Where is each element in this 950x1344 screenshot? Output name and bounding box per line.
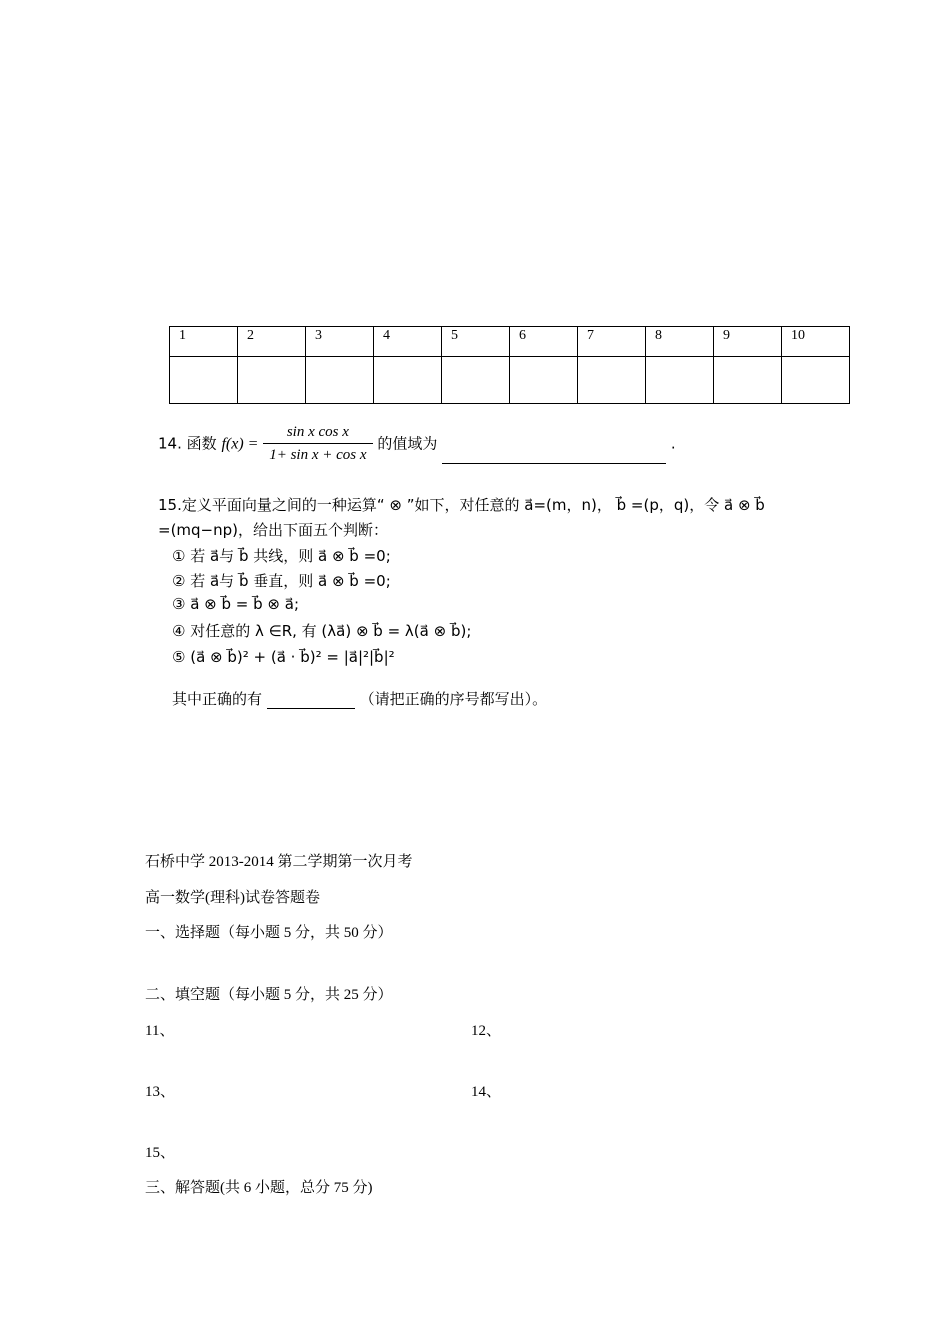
section-solution-heading: 三、解答题(共 6 小题，总分 75 分) [145, 1180, 373, 1196]
answer-table-header-row [170, 327, 850, 357]
q15-answer-blank[interactable] [267, 692, 355, 709]
answer-blank-cell[interactable] [238, 357, 306, 404]
q14-end: . [670, 434, 676, 453]
q15-answer-suffix: （请把正确的序号都写出）。 [359, 690, 548, 708]
sheet-title: 高一数学(理科)试卷答题卷 [145, 890, 320, 906]
q14-suffix: 的值域为 [377, 434, 438, 453]
answer-blank-cell[interactable] [306, 357, 374, 404]
answer-number-cell: 10 [782, 327, 850, 357]
q14-denominator: 1+ sin x + cos x [269, 447, 367, 463]
answer-table-blank-row [170, 357, 850, 404]
question-14 [158, 424, 676, 464]
q14-fraction [263, 424, 372, 464]
answer-blank-cell[interactable] [714, 357, 782, 404]
answer-number-cell: 8 [646, 327, 714, 357]
answer-number-cell: 6 [510, 327, 578, 357]
answer-number-cell: 1 [170, 327, 238, 357]
q15-item-4: ④ 对任意的 λ ∈R, 有 (λa⃗) ⊗ b⃗ = λ(a⃗ ⊗ b⃗); [172, 622, 472, 640]
answer-blank-cell[interactable] [510, 357, 578, 404]
answer-number-cell: 4 [374, 327, 442, 357]
answer-number-cell: 3 [306, 327, 374, 357]
answer-blank-cell[interactable] [578, 357, 646, 404]
q14-prefix: 函数 [186, 434, 217, 453]
answer-blank-cell[interactable] [170, 357, 238, 404]
answer-label-15: 15、 [145, 1145, 176, 1161]
answer-blank-cell[interactable] [374, 357, 442, 404]
answer-number-cell: 2 [238, 327, 306, 357]
q15-item-1: ① 若 a⃗与 b⃗ 共线，则 a⃗ ⊗ b⃗ =0; [172, 547, 391, 565]
answer-table [169, 326, 850, 404]
q14-answer-blank[interactable] [442, 445, 666, 464]
answer-label-11: 11、 [145, 1023, 175, 1039]
answer-blank-cell[interactable] [646, 357, 714, 404]
q15-answer-prefix: 其中正确的有 [172, 690, 263, 708]
q14-lhs: f(x) = [221, 435, 259, 453]
q15-answer-line [172, 688, 547, 709]
answer-blank-cell[interactable] [782, 357, 850, 404]
q15-line1: 15.定义平面向量之间的一种运算“ ⊗ ”如下，对任意的 a⃗=(m，n)， b⃗ =(p，q)，令 a⃗ ⊗ b⃗ [158, 496, 765, 514]
answer-number-cell: 9 [714, 327, 782, 357]
q15-item-5: ⑤ (a⃗ ⊗ b⃗)² + (a⃗ · b⃗)² = |a⃗|²|b⃗|² [172, 648, 395, 666]
answer-blank-cell[interactable] [442, 357, 510, 404]
school-heading: 石桥中学 2013-2014 第二学期第一次月考 [145, 854, 413, 870]
section-choice-heading: 一、选择题（每小题 5 分，共 50 分） [145, 925, 393, 941]
answer-label-14: 14、 [471, 1084, 502, 1100]
answer-number-cell: 7 [578, 327, 646, 357]
answer-label-12: 12、 [471, 1023, 502, 1039]
answer-label-13: 13、 [145, 1084, 176, 1100]
section-fill-heading: 二、填空题（每小题 5 分，共 25 分） [145, 987, 393, 1003]
q15-line2: =(mq−np)，给出下面五个判断： [158, 521, 389, 539]
q15-item-2: ② 若 a⃗与 b⃗ 垂直，则 a⃗ ⊗ b⃗ =0; [172, 572, 391, 590]
q14-number: 14. [158, 434, 182, 453]
answer-number-cell: 5 [442, 327, 510, 357]
q14-numerator: sin x cos x [263, 424, 372, 444]
q15-item-3: ③ a⃗ ⊗ b⃗ = b⃗ ⊗ a⃗; [172, 595, 300, 613]
